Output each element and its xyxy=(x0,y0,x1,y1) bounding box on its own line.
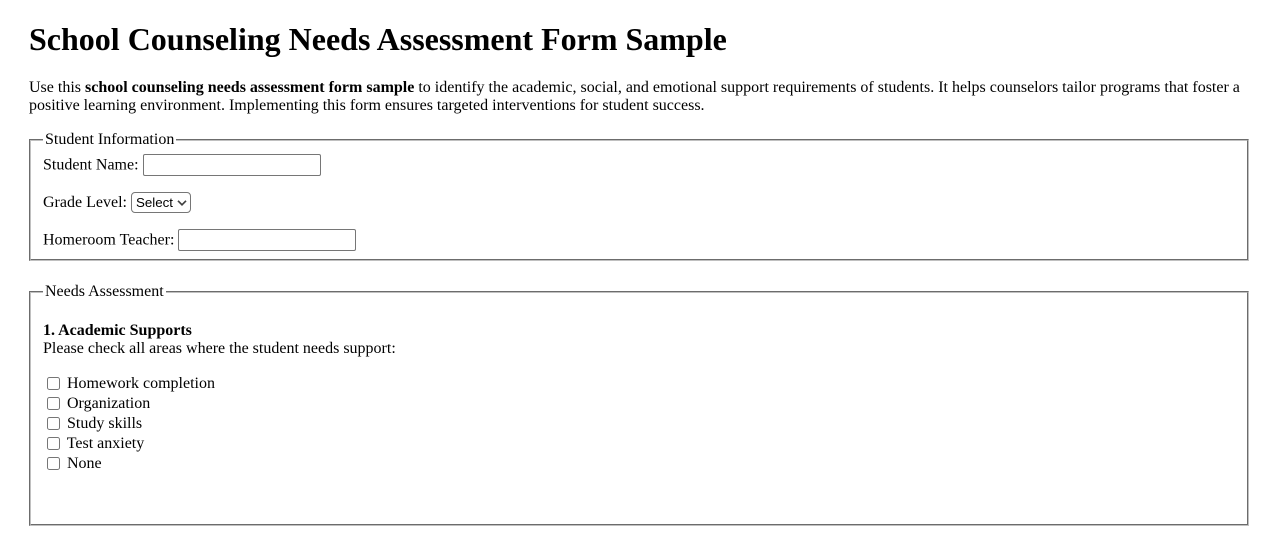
homeroom-teacher-row xyxy=(43,229,1235,251)
academic-supports-section-intro xyxy=(43,322,1235,358)
option-organization[interactable] xyxy=(43,394,1235,414)
intro-paragraph xyxy=(29,79,1249,115)
grade-level-row xyxy=(43,192,1235,213)
checkbox-label: None xyxy=(67,455,102,472)
homework-completion-checkbox[interactable] xyxy=(47,377,60,390)
academic-supports-heading: 1. Academic Supports xyxy=(43,322,192,339)
student-information-fieldset xyxy=(29,131,1249,261)
checkbox-label: Study skills xyxy=(67,415,143,432)
homeroom-teacher-label: Homeroom Teacher: xyxy=(43,231,175,249)
none-checkbox[interactable] xyxy=(47,457,60,470)
academic-supports-options xyxy=(43,374,1235,474)
test-anxiety-checkbox[interactable] xyxy=(47,437,60,450)
grade-level-select[interactable] xyxy=(131,192,191,213)
option-none[interactable] xyxy=(43,454,1235,474)
student-name-input[interactable] xyxy=(143,154,321,176)
option-test-anxiety[interactable] xyxy=(43,434,1235,454)
academic-supports-instruction: Please check all areas where the student needs support: xyxy=(43,340,396,357)
homeroom-teacher-input[interactable] xyxy=(178,229,356,251)
page xyxy=(29,21,1249,526)
student-name-label: Student Name: xyxy=(43,156,139,174)
option-study-skills[interactable] xyxy=(43,414,1235,434)
grade-level-label: Grade Level: xyxy=(43,194,127,211)
needs-assessment-legend: Needs Assessment xyxy=(45,283,164,300)
intro-text-before: Use this xyxy=(29,79,85,96)
student-name-row xyxy=(43,154,1235,176)
needs-assessment-fieldset xyxy=(29,283,1249,526)
checkbox-label: Organization xyxy=(67,395,151,412)
grade-level-select-wrap xyxy=(131,192,191,213)
page-title: School Counseling Needs Assessment Form Sample xyxy=(29,21,727,57)
intro-text-after: to identify the academic, social, and emotional support requirements of students. It helps counselors tailor programs that foster a positive learning environment. Implementing this form ensures targeted interventions for student success. xyxy=(29,79,1240,114)
organization-checkbox[interactable] xyxy=(47,397,60,410)
student-information-legend: Student Information xyxy=(45,131,175,148)
option-homework-completion[interactable] xyxy=(43,374,1235,394)
study-skills-checkbox[interactable] xyxy=(47,417,60,430)
intro-bold-phrase: school counseling needs assessment form sample xyxy=(85,79,415,96)
checkbox-label: Test anxiety xyxy=(66,435,145,452)
checkbox-label: Homework completion xyxy=(67,375,215,392)
